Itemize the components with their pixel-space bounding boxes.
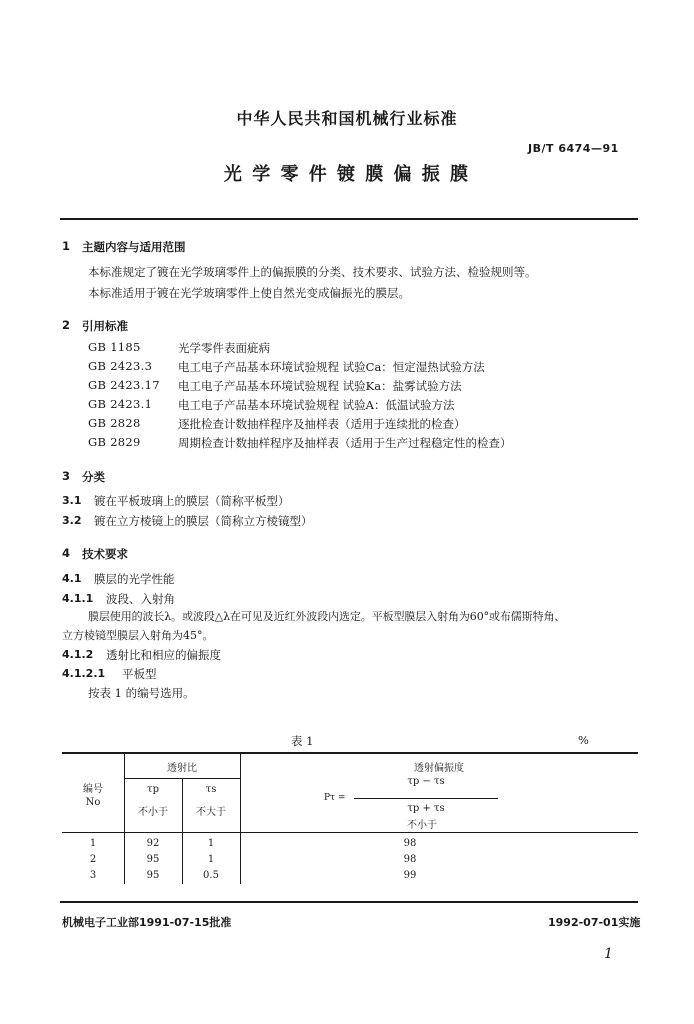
section-1-title: 主题内容与适用范围: [82, 240, 186, 254]
footer-rule: [60, 901, 638, 903]
implementation-date: 1992-07-01实施: [548, 916, 641, 929]
clause-4-1-2-number: 4.1.2: [62, 648, 94, 661]
header-tau-p-min: 不小于: [138, 807, 168, 818]
clause-4-1-2-title: 透射比和相应的偏振度: [106, 648, 221, 662]
table-row: [0, 870, 694, 886]
doc-title: 光 学 零 件 镀 膜 偏 振 膜: [223, 164, 471, 185]
clause-4-1-2-1-title: 平板型: [122, 667, 157, 681]
cell-polarization: 98: [403, 838, 417, 849]
formula-lhs: Pτ =: [324, 793, 346, 803]
clause-4-1-2-1-number: 4.1.2.1: [62, 667, 106, 680]
cell-tau-p: 95: [146, 870, 160, 881]
clause-4-1-1-title: 波段、入射角: [106, 592, 175, 606]
table-unit: %: [578, 733, 589, 747]
item-3-2-number: 3.2: [62, 514, 82, 527]
header-polarization: 透射偏振度: [414, 763, 464, 774]
clause-4-1-2-1-paragraph: 按表 1 的编号选用。: [88, 686, 195, 700]
cell-polarization: 98: [403, 854, 417, 865]
header-transmittance: 透射比: [167, 763, 197, 774]
reference-title: 逐批检查计数抽样程序及抽样表（适用于连续批的检查）: [178, 417, 466, 431]
section-1-number: 1: [62, 239, 71, 253]
formula-denominator: τp + τs: [407, 803, 445, 814]
table-top-rule: [62, 752, 638, 754]
table-row: [0, 854, 694, 870]
table-caption: 表 1: [291, 734, 314, 748]
header-tau-p: τp: [147, 784, 159, 795]
cell-number: 3: [89, 870, 97, 881]
page-number: 1: [604, 946, 613, 962]
cell-tau-s: 1: [207, 838, 215, 849]
item-3-1-number: 3.1: [62, 494, 82, 507]
header-number-en: No: [85, 797, 101, 808]
header-rule: [60, 218, 638, 220]
section-2-number: 2: [62, 318, 71, 332]
reference-code: GB 2423.1: [88, 397, 153, 411]
section-1-paragraph-2: 本标准适用于镀在光学玻璃零件上使自然光变成偏振光的膜层。: [88, 286, 410, 300]
header-polarization-min: 不小于: [407, 820, 437, 831]
reference-code: GB 2423.17: [88, 378, 160, 392]
approval-date: 机械电子工业部1991-07-15批准: [62, 916, 232, 929]
clause-4-1-1-paragraph-1: 膜层使用的波长λ。或波段△λ在可见及近红外波段内选定。平板型膜层入射角为60°或布儒斯特角、: [88, 610, 566, 623]
reference-code: GB 2828: [88, 416, 141, 430]
table-row: [0, 838, 694, 854]
reference-title: 电工电子产品基本环境试验规程 试验Ka：盐雾试验方法: [178, 379, 462, 393]
item-3-1-text: 镀在平板玻璃上的膜层（简称平板型）: [94, 494, 290, 508]
formula-fraction-bar: [354, 798, 498, 799]
table-subheader-rule: [124, 778, 240, 779]
cell-polarization: 99: [403, 870, 417, 881]
clause-4-1-1-paragraph-2: 立方棱镜型膜层入射角为45°。: [62, 629, 214, 642]
section-4-title: 技术要求: [82, 547, 128, 561]
cell-number: 2: [89, 854, 97, 865]
item-3-2-text: 镀在立方棱镜上的膜层（简称立方棱镜型）: [94, 514, 313, 528]
table-header-rule: [62, 832, 638, 833]
reference-code: GB 1185: [88, 340, 141, 354]
cell-number: 1: [89, 838, 97, 849]
reference-row: [0, 378, 694, 396]
reference-code: GB 2423.3: [88, 359, 153, 373]
reference-title: 电工电子产品基本环境试验规程 试验Ca：恒定湿热试验方法: [178, 360, 485, 374]
reference-row: [0, 397, 694, 415]
clause-4-1-1-number: 4.1.1: [62, 592, 94, 605]
section-3-number: 3: [62, 469, 71, 483]
cell-tau-s: 1: [207, 854, 215, 865]
reference-code: GB 2829: [88, 435, 141, 449]
section-3-title: 分类: [82, 470, 105, 484]
reference-row: [0, 435, 694, 453]
header-tau-s-max: 不大于: [196, 807, 226, 818]
cell-tau-s: 0.5: [203, 870, 219, 881]
header-tau-s: τs: [205, 784, 217, 795]
clause-4-1-number: 4.1: [62, 572, 82, 585]
reference-row: [0, 340, 694, 358]
reference-title: 电工电子产品基本环境试验规程 试验A：低温试验方法: [178, 398, 455, 412]
standard-number: JB/T 6474—91: [528, 142, 619, 155]
reference-row: [0, 359, 694, 377]
section-1-paragraph-1: 本标准规定了镀在光学玻璃零件上的偏振膜的分类、技术要求、试验方法、检验规则等。: [88, 265, 537, 279]
org-title: 中华人民共和国机械行业标准: [236, 109, 458, 128]
reference-row: [0, 416, 694, 434]
clause-4-1-title: 膜层的光学性能: [94, 572, 175, 586]
section-2-title: 引用标准: [82, 319, 128, 333]
cell-tau-p: 95: [146, 854, 160, 865]
cell-tau-p: 92: [146, 838, 160, 849]
header-number-cn: 编号: [83, 784, 103, 795]
reference-title: 光学零件表面疵病: [178, 341, 270, 355]
section-4-number: 4: [62, 546, 71, 560]
reference-title: 周期检查计数抽样程序及抽样表（适用于生产过程稳定性的检查）: [178, 436, 512, 450]
formula-numerator: τp − τs: [407, 776, 445, 787]
